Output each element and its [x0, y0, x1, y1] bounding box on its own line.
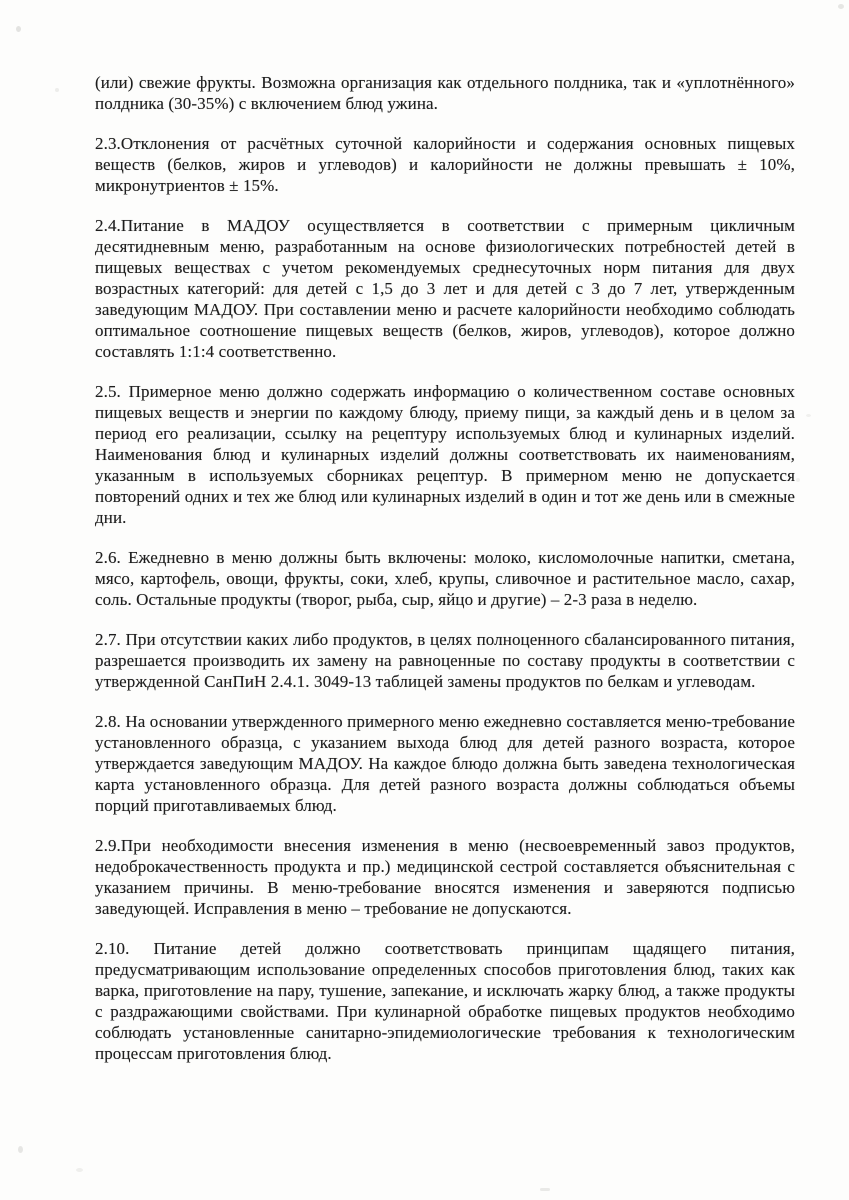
- paragraph-continuation: (или) свежие фрукты. Возможна организация как отдельного полдника, так и «уплотнённого» полдника (30-35%) с включением блюд ужина.: [95, 73, 795, 113]
- scan-artifact: [55, 88, 59, 92]
- scan-artifact: [18, 1146, 23, 1153]
- scan-artifact: [838, 4, 844, 9]
- paragraph-2-4: 2.4.Питание в МАДОУ осуществляется в соответствии с примерным цикличным десятидневным меню, разработанным на основе физиологических потребностей детей в пищевых веществах с учетом рекомендуемых среднесуточных норм питания для двух возрастных категорий: для детей с 1,5 до 3 лет и для детей с 3 до 7 лет, утвержденным заведующим МАДОУ. При составлении меню и расчете калорийности необходимо соблюдать оптимальное соотношение пищевых веществ (белков, жиров, углеводов), которое должно составлять 1:1:4 соответственно.: [95, 216, 795, 361]
- paragraph-2-10: 2.10. Питание детей должно соответствовать принципам щадящего питания, предусматривающим использование определенных способов приготовления блюд, таких как варка, приготовление на пару, тушение, запекание, и исключать жарку блюд, а также продукты с раздражающими свойствами. При кулинарной обработке пищевых продуктов необходимо соблюдать установленные санитарно-эпидемиологические требования к технологическим процессам приготовления блюд.: [95, 939, 795, 1063]
- paragraph-2-6: 2.6. Ежедневно в меню должны быть включены: молоко, кисломолочные напитки, сметана, мясо, картофель, овощи, фрукты, соки, хлеб, крупы, сливочное и растительное масло, сахар, соль. Остальные продукты (творог, рыба, сыр, яйцо и другие) – 2-3 раза в неделю.: [95, 548, 795, 609]
- scan-artifact: [806, 414, 811, 417]
- scan-artifact: [16, 26, 21, 32]
- scan-artifact: [796, 478, 800, 482]
- paragraph-2-3: 2.3.Отклонения от расчётных суточной калорийности и содержания основных пищевых веществ (белков, жиров и углеводов) и калорийности не должны превышать ± 10%, микронутриентов ± 15%.: [95, 134, 795, 195]
- paragraph-2-8: 2.8. На основании утвержденного примерного меню ежедневно составляется меню-требование установленного образца, с указанием выхода блюд для детей разного возраста, которое утверждается заведующим МАДОУ. На каждое блюдо должна быть заведена технологическая карта установленного образца. Для детей разного возраста должны соблюдаться объемы порций приготавливаемых блюд.: [95, 712, 795, 815]
- scan-artifact: [540, 1188, 550, 1191]
- scan-artifact: [76, 1168, 83, 1172]
- paragraph-2-7: 2.7. При отсутствии каких либо продуктов, в целях полноценного сбалансированного питания, разрешается производить их замену на равноценные по составу продукты в соответствии с утвержденной СанПиН 2.4.1. 3049-13 таблицей замены продуктов по белкам и углеводам.: [95, 630, 795, 691]
- document-body: [95, 72, 795, 1083]
- paragraph-2-9: 2.9.При необходимости внесения изменения в меню (несвоевременный завоз продуктов, недоброкачественность продукта и пр.) медицинской сестрой составляется объяснительная с указанием причины. В меню-требование вносятся изменения и заверяются подписью заведующей. Исправления в меню – требование не допускаются.: [95, 836, 795, 918]
- paragraph-2-5: 2.5. Примерное меню должно содержать информацию о количественном составе основных пищевых веществ и энергии по каждому блюду, приему пищи, за каждый день и в целом за период его реализации, ссылку на рецептуру используемых блюд и кулинарных изделий. Наименования блюд и кулинарных изделий должны соответствовать их наименованиям, указанным в используемых сборниках рецептур. В примерном меню не допускается повторений одних и тех же блюд или кулинарных изделий в один и тот же день или в смежные дни.: [95, 382, 795, 527]
